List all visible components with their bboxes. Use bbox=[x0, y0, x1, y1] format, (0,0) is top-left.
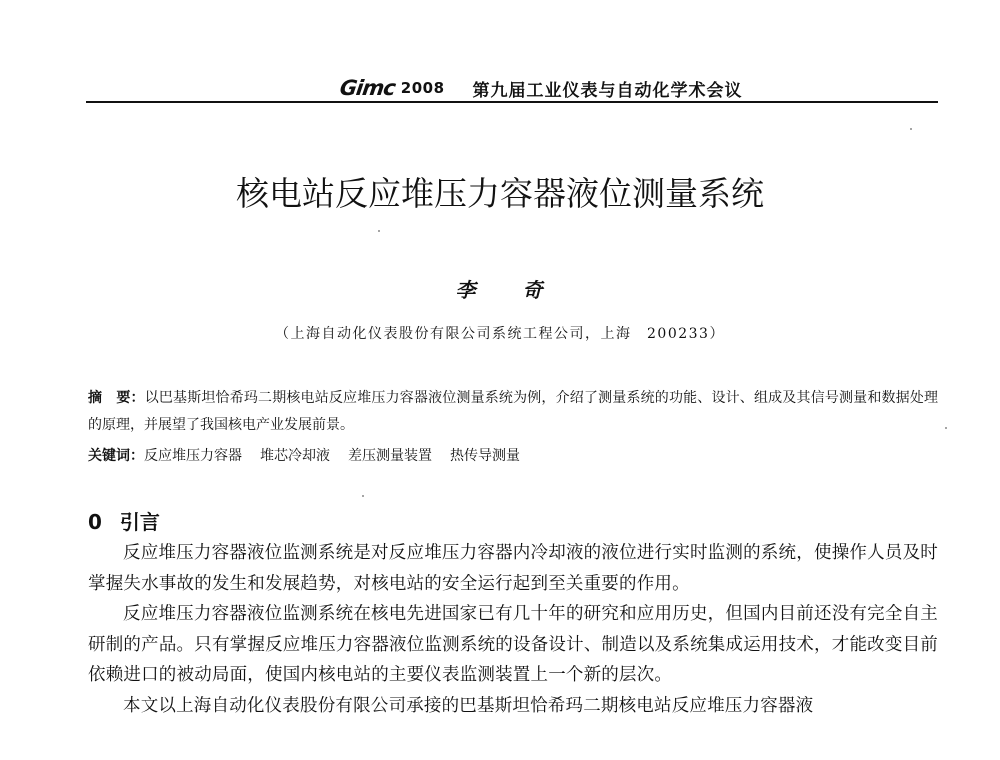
keyword: 反应堆压力容器 bbox=[144, 448, 242, 464]
section-body bbox=[88, 538, 938, 721]
conference-year: 2008 bbox=[400, 79, 445, 97]
section-title: 引言 bbox=[119, 510, 160, 534]
abstract-label: 摘 要： bbox=[88, 390, 145, 406]
header-rule bbox=[86, 101, 938, 103]
body-paragraph: 反应堆压力容器液位监测系统在核电先进国家已有几十年的研究和应用历史，但国内目前还没有完全自主研制的产品。只有掌握反应堆压力容器液位监测系统的设备设计、制造以及系统集成运用技术，才能改变目前依赖进口的被动局面，使国内核电站的主要仪表监测装置上一个新的层次。 bbox=[88, 604, 938, 685]
running-header bbox=[340, 75, 743, 101]
scan-speck bbox=[910, 128, 912, 130]
keyword: 堆芯冷却液 bbox=[260, 448, 330, 464]
keyword: 热传导测量 bbox=[450, 448, 520, 464]
scan-speck bbox=[945, 427, 947, 429]
abstract-text: 以巴基斯坦恰希玛二期核电站反应堆压力容器液位测量系统为例，介绍了测量系统的功能、设计、组成及其信号测量和数据处理的原理，并展望了我国核电产业发展前景。 bbox=[88, 390, 939, 433]
body-paragraph: 反应堆压力容器液位监测系统是对反应堆压力容器内冷却液的液位进行实时监测的系统，使操作人员及时掌握失水事故的发生和发展趋势，对核电站的安全运行起到至关重要的作用。 bbox=[88, 543, 938, 594]
conference-logo: Gimc bbox=[338, 76, 397, 100]
author-name: 李 奇 bbox=[455, 278, 563, 302]
scan-speck bbox=[362, 495, 364, 497]
scan-speck bbox=[378, 230, 380, 232]
abstract bbox=[88, 385, 938, 439]
paper-title: 核电站反应堆压力容器液位测量系统 bbox=[236, 174, 764, 213]
keyword: 差压测量装置 bbox=[348, 448, 432, 464]
section-heading bbox=[88, 506, 160, 535]
body-paragraph: 本文以上海自动化仪表股份有限公司承接的巴基斯坦恰希玛二期核电站反应堆压力容器液 bbox=[123, 695, 814, 716]
keywords bbox=[88, 444, 938, 468]
section-number: 0 bbox=[88, 510, 102, 534]
keywords-label: 关键词： bbox=[88, 448, 144, 464]
conference-title: 第九届工业仪表与自动化学术会议 bbox=[472, 80, 743, 101]
author-affiliation: （上海自动化仪表股份有限公司系统工程公司，上海 200233） bbox=[275, 326, 725, 342]
